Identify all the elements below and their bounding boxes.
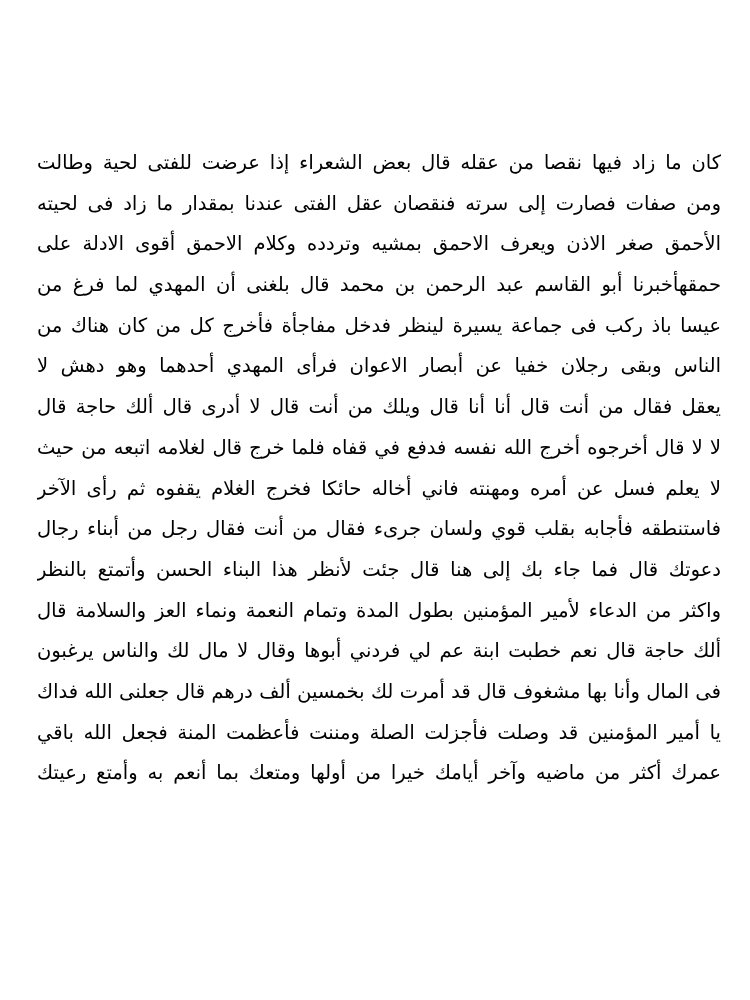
text-line: فاستنطقه فأجابه بقلب قوي ولسان جرىء فقال من أنت فقال رجل من أبناء رجال: [37, 517, 721, 541]
text-line: عمرك أكثر من ماضيه وآخر أيامك خيرا من أولها ومتعك بما أنعم به وأمتع رعيتك: [37, 761, 721, 785]
text-line: الأحمق صغر الاذن ويعرف الاحمق بمشيه وتردده وكلام الاحمق أقوى الادلة على: [37, 232, 721, 256]
text-line: لا يعلم فسل عن أمره ومهنته فاني أخاله حائكا فخرج الغلام يقفوه ثم رأى الآخر: [37, 476, 721, 500]
text-line: حمقهأخبرنا أبو القاسم عبد الرحمن بن محمد قال بلغنى أن المهدي لما فرغ من: [37, 273, 721, 297]
text-line: واكثر من الدعاء لأمير المؤمنين بطول المدة وتمام النعمة ونماء العز والسلامة قال: [37, 598, 721, 622]
text-line: ألك حاجة قال نعم خطبت ابنة عم لي فردني أبوها وقال لا مال لك والناس يرغبون: [37, 639, 721, 663]
text-line: كان ما زاد فيها نقصا من عقله قال بعض الشعراء إذا عرضت للفتى لحية وطالت: [37, 151, 721, 174]
text-line: عيسا باذ ركب فى جماعة يسيرة لينظر فدخل مفاجأة فأخرج كل من كان هناك من: [37, 313, 721, 337]
text-line: ومن صفات فصارت إلى سرته فنقصان عقل الفتى عندنا بمقدار ما زاد فى لحيته: [37, 191, 721, 215]
body-text: [37, 143, 721, 794]
text-line: فى المال وأنا بها مشغوف قال قد أمرت لك بخمسين ألف درهم قال جعلنى الله فداك: [37, 679, 721, 703]
text-line: لا لا قال أخرجوه أخرج الله نفسه فدفع في قفاه فلما خرج قال لغلامه اتبعه من حيث: [37, 435, 721, 459]
text-line: يعقل فقال من أنت قال أنا أنا قال ويلك من أنت قال لا أدرى قال ألك حاجة قال: [37, 395, 721, 419]
text-line: الناس وبقى رجلان خفيا عن أبصار الاعوان فرأى المهدي أحدهما وهو دهش لا: [37, 354, 721, 378]
text-line: يا أمير المؤمنين قد وصلت فأجزلت الصلة ومننت فأعظمت المنة فجعل الله باقي: [37, 720, 721, 744]
text-line: دعوتك قال فما جاء بك إلى هنا قال جئت لأنظر هذا البناء الحسن وأتمتع بالنظر: [37, 557, 721, 581]
